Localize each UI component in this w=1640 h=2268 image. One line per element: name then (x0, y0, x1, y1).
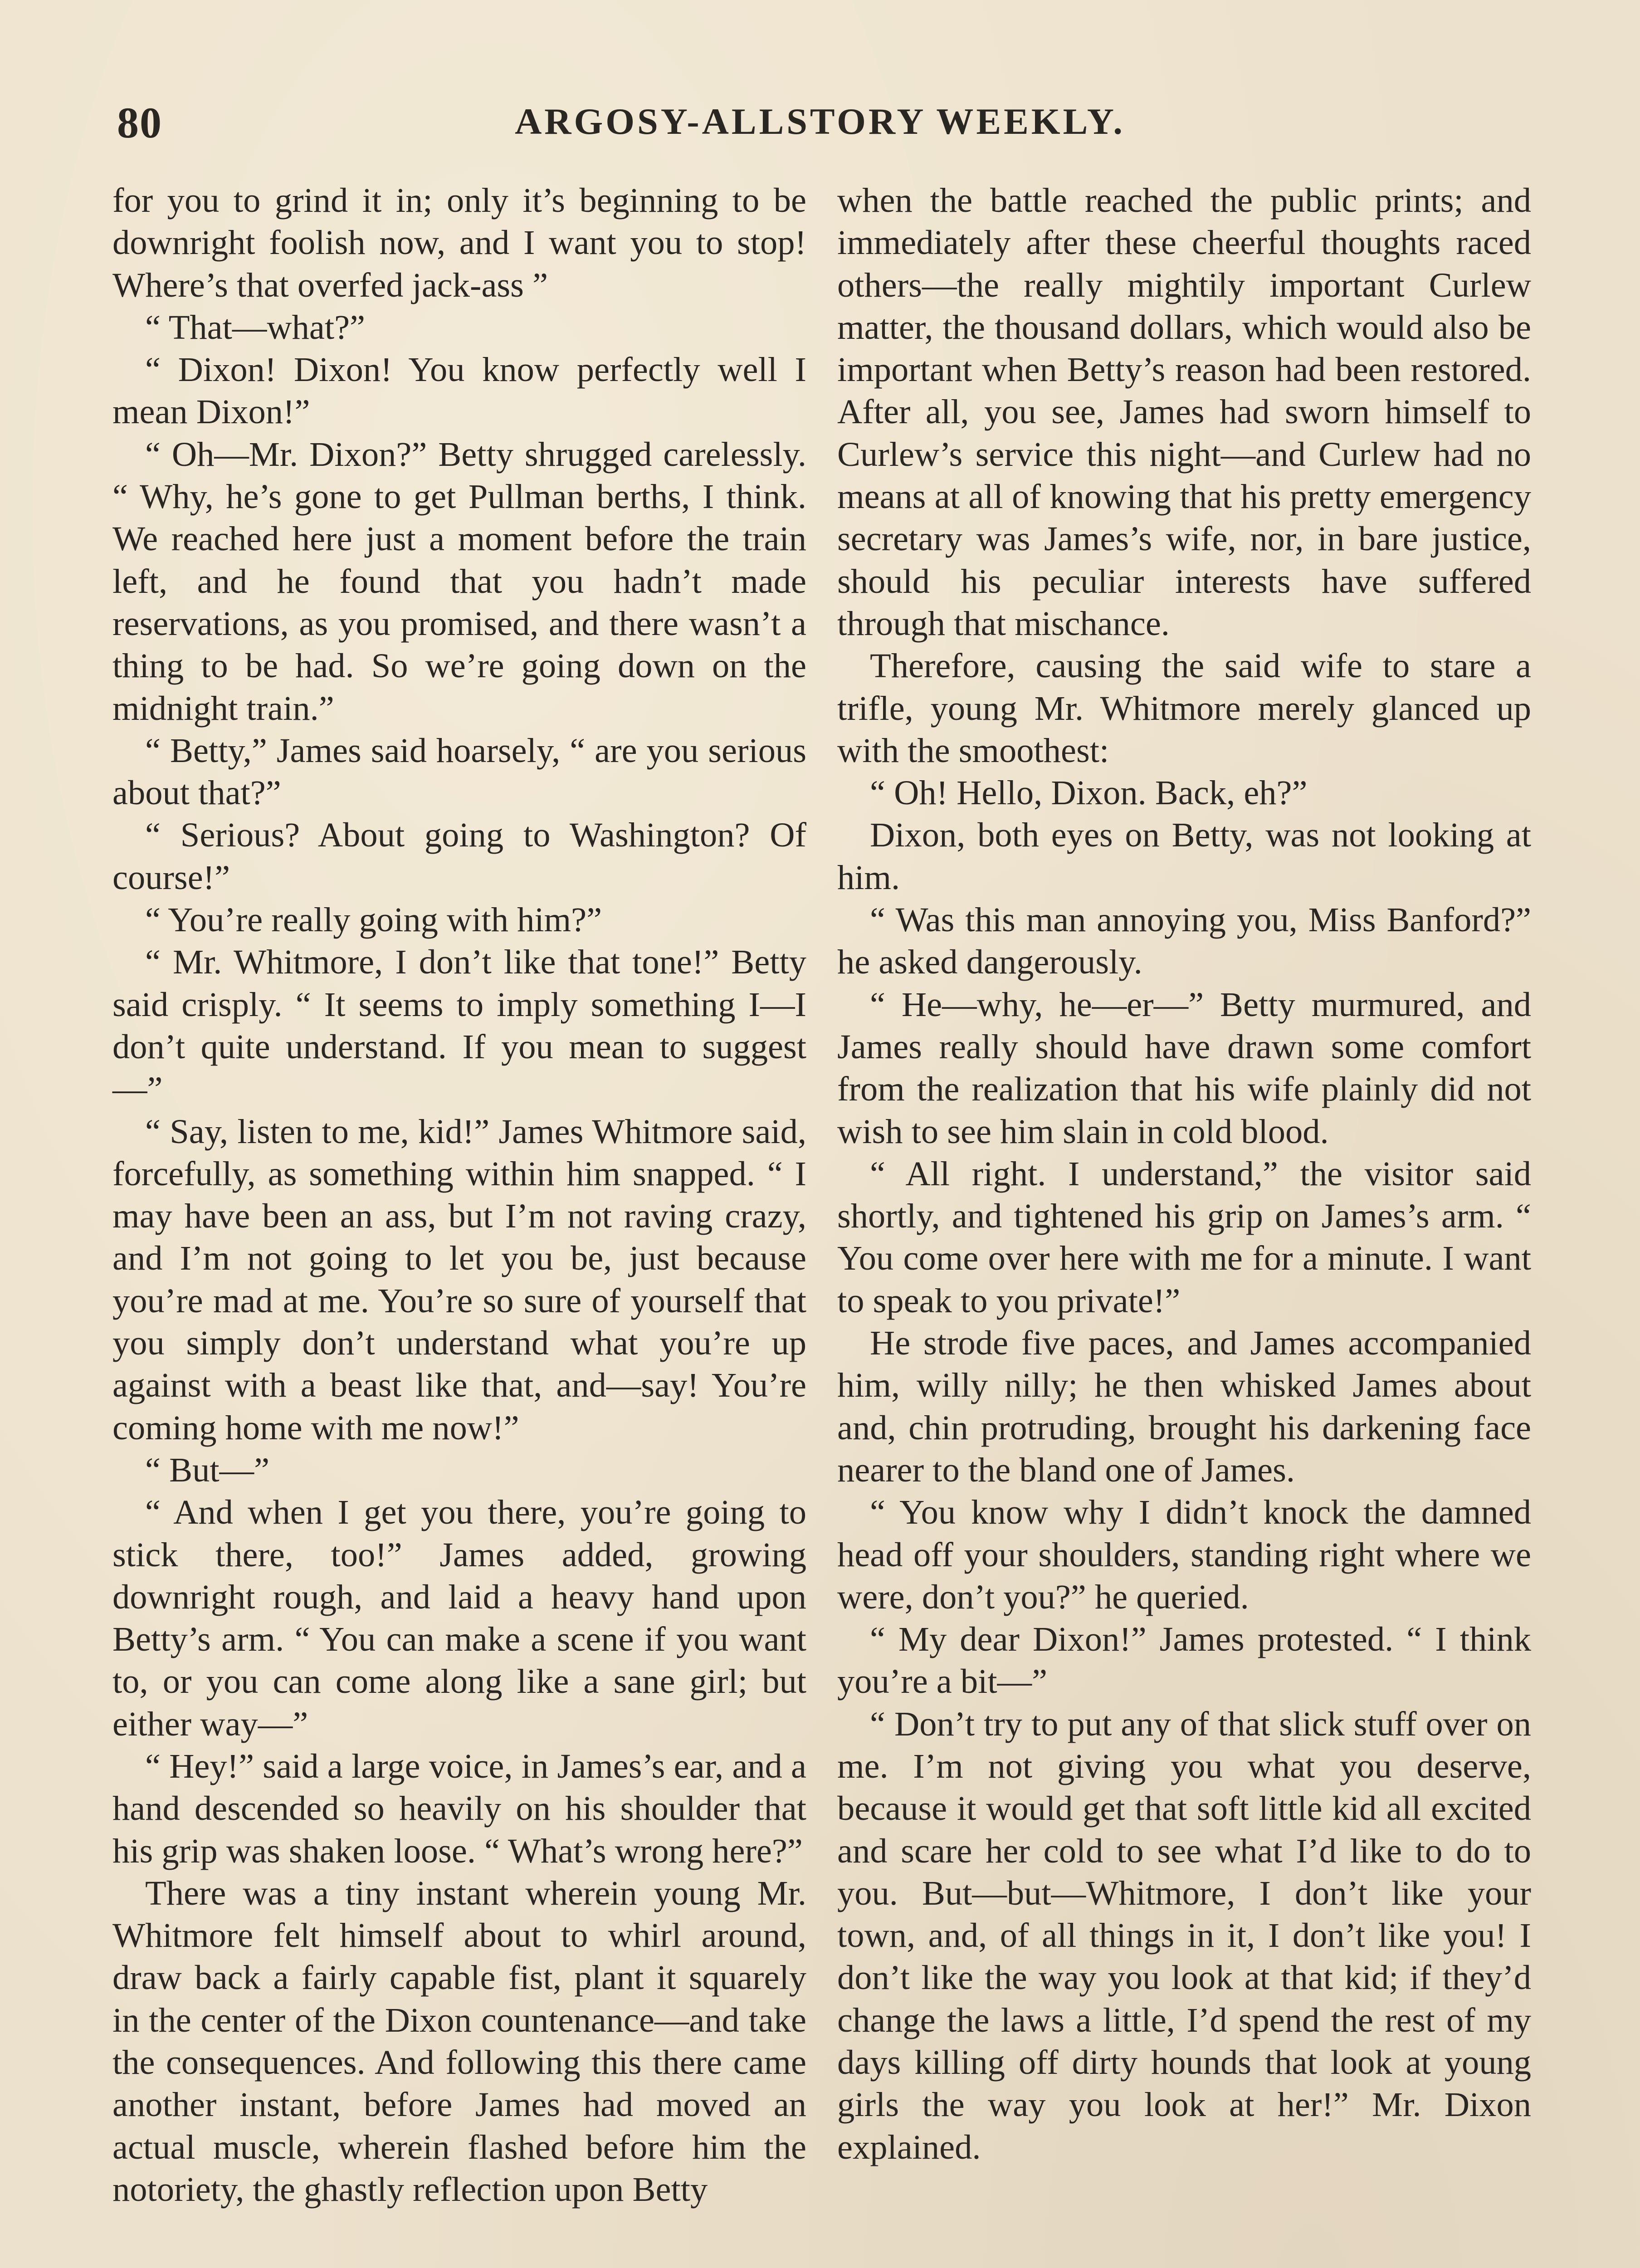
paragraph: “ Oh—Mr. Dixon?” Betty shrugged carelessly. “ Why, he’s gone to get Pullman berths, I think. We reached here just a moment before the train left, and he found that you hadn’t made reservations, as you promised, and there wasn’t a thing to be had. So we’re going down on the midnight train.” (112, 435, 806, 728)
paragraph: He strode five paces, and James accompanied him, willy nilly; he then whisked James about and, chin protruding, brought his darkening face nearer to the bland one of James. (837, 1324, 1531, 1489)
paragraph: “ You’re really going with him?” (145, 900, 602, 939)
paragraph: “ But—” (145, 1450, 270, 1489)
paragraph: “ Say, listen to me, kid!” James Whitmore said, forcefully, as something within him snapped. “ I may have been an ass, but I’m not raving crazy, and I’m not going to let you be, just because you’re mad at me. You’re so sure of yourself that you simply don’t understand what you’re up against with a beast like that, and—say! You’re coming home with me now!” (112, 1112, 806, 1447)
paragraph: “ And when I get you there, you’re going to stick there, too!” James added, growing downright rough, and laid a heavy hand upon Betty’s arm. “ You can make a scene if you want to, or you can come along like a sane girl; but either way—” (112, 1493, 806, 1743)
paragraph: There was a tiny instant wherein young Mr. Whitmore felt himself about to whirl around, draw back a fairly capable fist, plant it squarely in the center of the Dixon countenance—and take the consequences. And following this there came another instant, before James had moved an actual muscle, wherein flashed before him the notoriety, the ghastly reflection upon Betty (112, 1873, 806, 2209)
paragraph: “ Don’t try to put any of that slick stuff over on me. I’m not giving you what you deserve, because it would get that soft little kid all excited and scare her cold to see what I’d like to do to you. But—but—Whitmore, I don’t like your town, and, of all things in it, I don’t like you! I don’t like the way you look at that kid; if they’d change the laws a little, I’d spend the rest of my days killing off dirty hounds that look at young girls the way you look at her!” Mr. Dixon explained. (837, 1704, 1531, 2166)
paragraph: Therefore, causing the said wife to stare a trifle, young Mr. Whitmore merely glanced up with the smoothest: (837, 646, 1531, 770)
paragraph: “ Betty,” James said hoarsely, “ are you serious about that?” (112, 731, 806, 812)
paragraph: “ Mr. Whitmore, I don’t like that tone!” Betty said crisply. “ It seems to imply something I—I don’t quite understand. If you mean to suggest—” (112, 943, 806, 1109)
paragraph: “ Dixon! Dixon! You know perfectly well I mean Dixon!” (112, 350, 806, 431)
paragraph: “ He—why, he—er—” Betty murmured, and James really should have drawn some comfort from the realization that his wife plainly did not wish to see him slain in cold blood. (837, 985, 1531, 1151)
paragraph: when the battle reached the public prints; and immediately after these cheerful thoughts raced others—the really mightily important Curlew matter, the thousand dollars, which would also be important when Betty’s reason had been restored. After all, you see, James had sworn himself to Curlew’s service this night—and Curlew had no means at all of knowing that his pretty emergency secretary was James’s wife, nor, in bare justice, should his peculiar interests have suffered through that mischance. (837, 181, 1531, 643)
paragraph: “ My dear Dixon!” James protested. “ I think you’re a bit—” (837, 1620, 1531, 1701)
paragraph: “ Hey!” said a large voice, in James’s ear, and a hand descended so heavily on his shoulder that his grip was shaken loose. “ What’s wrong here?” (112, 1746, 806, 1870)
page-number: 80 (117, 98, 162, 147)
paragraph: “ That—what?” (145, 308, 365, 347)
paragraph: “ Oh! Hello, Dixon. Back, eh?” (870, 773, 1308, 812)
paragraph: Dixon, both eyes on Betty, was not looking at him. (837, 816, 1531, 897)
paragraph: for you to grind it in; only it’s beginning to be downright foolish now, and I want you to stop! Where’s that overfed jack-ass ” (112, 181, 806, 304)
paragraph: “ Serious? About going to Washington? Of course!” (112, 816, 806, 897)
paragraph: “ Was this man annoying you, Miss Banford?” he asked dangerously. (837, 900, 1531, 982)
page-header (117, 98, 1523, 152)
paragraph: “ All right. I understand,” the visitor said shortly, and tightened his grip on James’s arm. “ You come over here with me for a minute. I want to speak to you private!” (837, 1154, 1531, 1320)
running-title: ARGOSY-ALLSTORY WEEKLY. (515, 101, 1125, 142)
right-column (837, 179, 1531, 2168)
left-column (112, 179, 806, 2210)
paragraph: “ You know why I didn’t knock the damned head off your shoulders, standing right where we were, don’t you?” he queried. (837, 1493, 1531, 1616)
